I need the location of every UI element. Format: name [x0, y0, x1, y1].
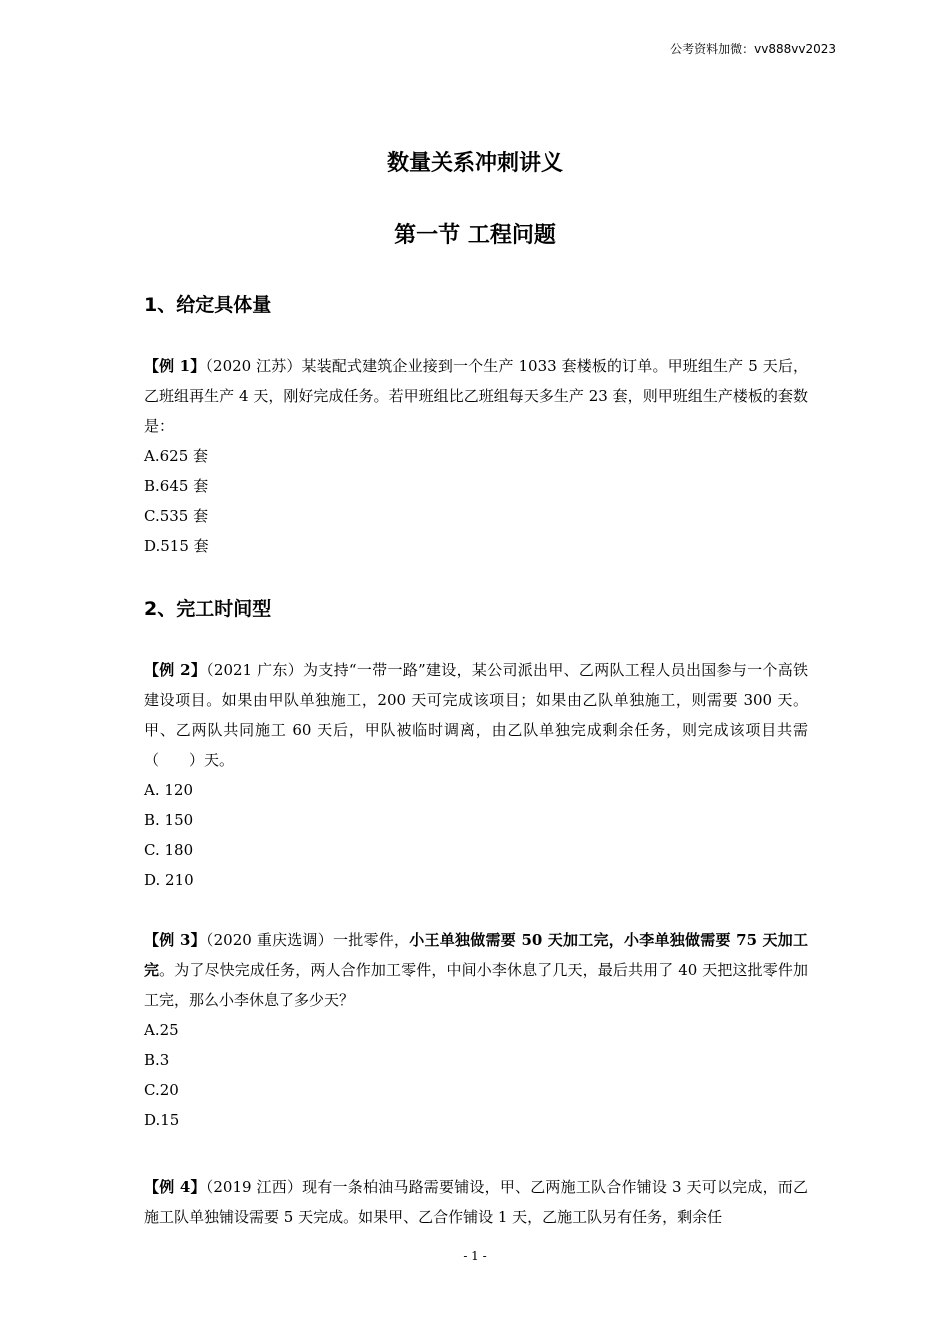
example-3-text: [144, 925, 808, 1015]
page-number: - 1 -: [463, 1249, 487, 1263]
example-1-option-c: C.535 套: [144, 507, 209, 525]
example-3-intro: （2020 重庆选调）一批零件，: [205, 931, 410, 949]
example-4-text: [144, 1172, 808, 1232]
heading-completion-time: 2、完工时间型: [144, 598, 272, 620]
section-title: 第一节 工程问题: [394, 223, 556, 248]
example-1-tag: 【例 1】: [144, 357, 206, 375]
example-2-text: [144, 655, 808, 775]
example-3-option-b: B.3: [144, 1051, 170, 1069]
watermark-text: 公考资料加微：vv888vv2023: [670, 42, 836, 56]
example-3-tag: 【例 3】: [144, 931, 206, 949]
example-2-option-d: D. 210: [144, 871, 194, 889]
example-3-option-d: D.15: [144, 1111, 180, 1129]
example-3-body: 。为了尽快完成任务，两人合作加工零件，中间小李休息了几天，最后共用了 40 天把这批零件加工完，那么小李休息了多少天？: [144, 961, 808, 1009]
example-1-option-a: A.625 套: [144, 447, 208, 465]
example-4-body: （2019 江西）现有一条柏油马路需要铺设，甲、乙两施工队合作铺设 3 天可以完成，而乙施工队单独铺设需要 5 天完成。如果甲、乙合作铺设 1 天，乙施工队另有任务，剩余任: [144, 1178, 808, 1226]
heading-given-quantity: 1、给定具体量: [144, 294, 272, 316]
example-1-text: [144, 351, 808, 441]
example-3-bold-condition: 小王单独做需要 50 天加工完，小李单独做需要 75 天加工完: [144, 931, 808, 979]
example-1-option-b: B.645 套: [144, 477, 209, 495]
example-4-tag: 【例 4】: [144, 1178, 206, 1196]
example-1-option-d: D.515 套: [144, 537, 209, 555]
example-2-body: （2021 广东）为支持“一带一路”建设，某公司派出甲、乙两队工程人员出国参与一个高铁建设项目。如果由甲队单独施工，200 天可完成该项目；如果由乙队单独施工，则需要 300 天。甲、乙两队共同施工 60 天后，甲队被临时调离，由乙队单独完成剩余任务，则完成该项目共需（ ）天。: [144, 661, 808, 769]
example-1-body: （2020 江苏）某装配式建筑企业接到一个生产 1033 套楼板的订单。甲班组生产 5 天后，乙班组再生产 4 天，刚好完成任务。若甲班组比乙班组每天多生产 23 套，则甲班组生产楼板的套数是：: [144, 357, 808, 435]
example-3-option-c: C.20: [144, 1081, 179, 1099]
example-2-option-c: C. 180: [144, 841, 194, 859]
example-3-option-a: A.25: [144, 1021, 179, 1039]
document-title: 数量关系冲刺讲义: [386, 151, 563, 176]
example-2-tag: 【例 2】: [144, 661, 207, 679]
example-2-option-a: A. 120: [144, 781, 193, 799]
example-2-option-b: B. 150: [144, 811, 194, 829]
